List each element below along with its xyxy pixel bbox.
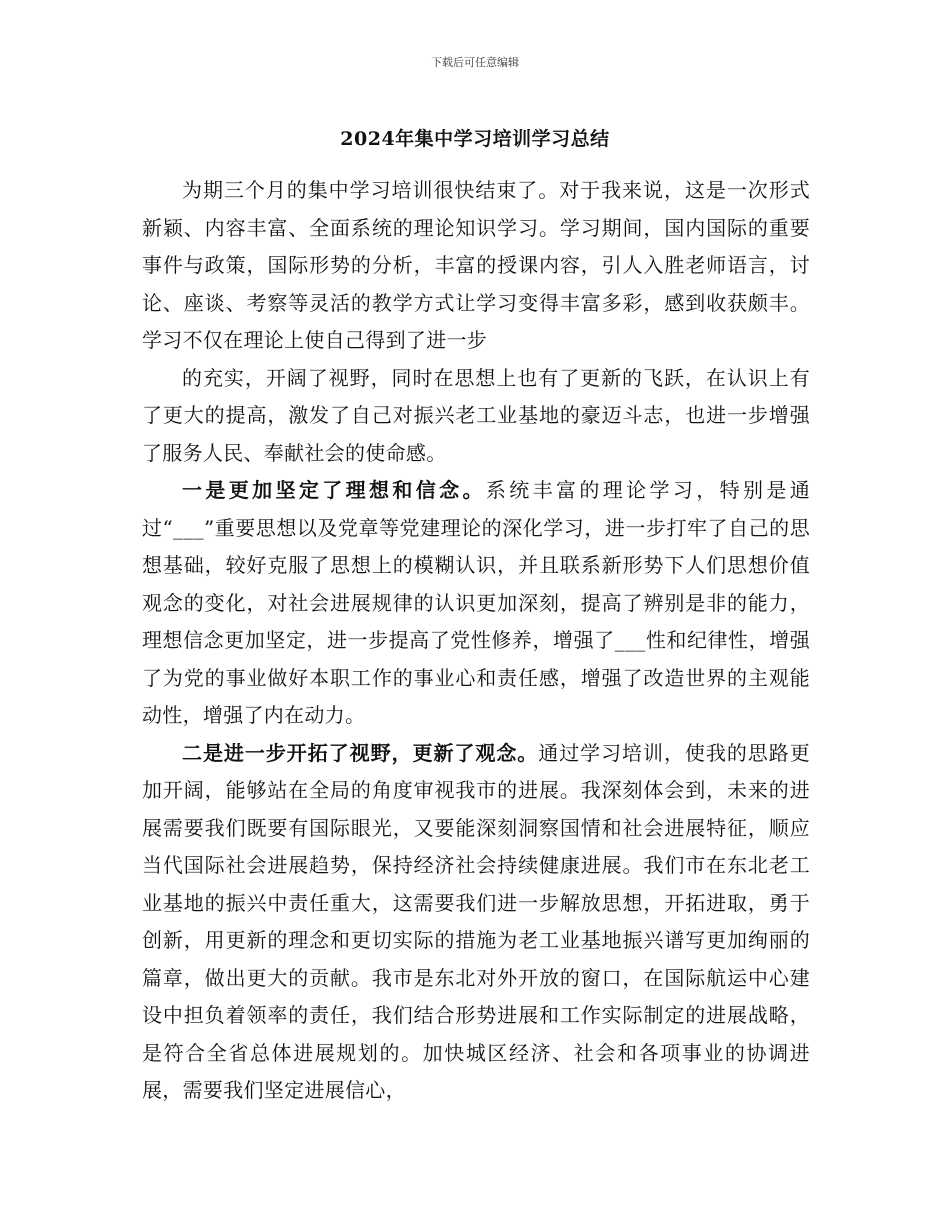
paragraph-4-lead: 二是进一步开拓了视野，更新了观念。 <box>182 740 539 765</box>
paragraph-2 <box>142 360 810 473</box>
header-note: 下载后可任意编辑 <box>431 56 519 69</box>
paragraph-1-text: 为期三个月的集中学习培训很快结束了。对于我来说，这是一次形式新颖、内容丰富、全面系统的理论知识学习。学习期间，国内国际的重要事件与政策，国际形势的分析，丰富的授课内容，引人入胜老师语言，讨论、座谈、考察等灵活的教学方式让学习变得丰富多彩，感到收获颇丰。学习不仅在理论上使自己得到了进一步 <box>142 178 810 352</box>
paragraph-4-text: 通过学习培训，使我的思路更加开阔，能够站在全局的角度审视我市的进展。我深刻体会到，未来的进展需要我们既要有国际眼光，又要能深刻洞察国情和社会进展特征，顺应当代国际社会进展趋势，保持经济社会持续健康进展。我们市在东北老工业基地的振兴中责任重大，这需要我们进一步解放思想，开拓进取，勇于创新，用更新的理念和更切实际的措施为老工业基地振兴谱写更加绚丽的篇章，做出更大的贡献。我市是东北对外开放的窗口，在国际航运中心建设中担负着领率的责任，我们结合形势进展和工作实际制定的进展战略，是符合全省总体进展规划的。加快城区经济、社会和各项事业的协调进展，需要我们坚定进展信心， <box>142 740 810 1102</box>
paragraph-1 <box>142 172 810 360</box>
document-body <box>142 172 810 1110</box>
document-title: 2024年集中学习培训学习总结 <box>340 128 610 150</box>
paragraph-3 <box>142 472 810 735</box>
paragraph-3-text: 系统丰富的理论学习，特别是通过“___”重要思想以及党章等党建理论的深化学习，进一步打牢了自己的思想基础，较好克服了思想上的模糊认识，并且联系新形势下人们思想价值观念的变化，对社会进展规律的认识更加深刻，提高了辨别是非的能力，理想信念更加坚定，进一步提高了党性修养，增强了___性和纪律性，增强了为党的事业做好本职工作的事业心和责任感，增强了改造世界的主观能动性，增强了内在动力。 <box>142 478 811 727</box>
paragraph-3-lead: 一是更加坚定了理想和信念。 <box>182 478 486 502</box>
paragraph-2-text: 的充实，开阔了视野，同时在思想上也有了更新的飞跃，在认识上有了更大的提高，激发了自己对振兴老工业基地的豪迈斗志，也进一步增强了服务人民、奉献社会的使命感。 <box>142 365 810 465</box>
paragraph-4 <box>142 735 810 1110</box>
